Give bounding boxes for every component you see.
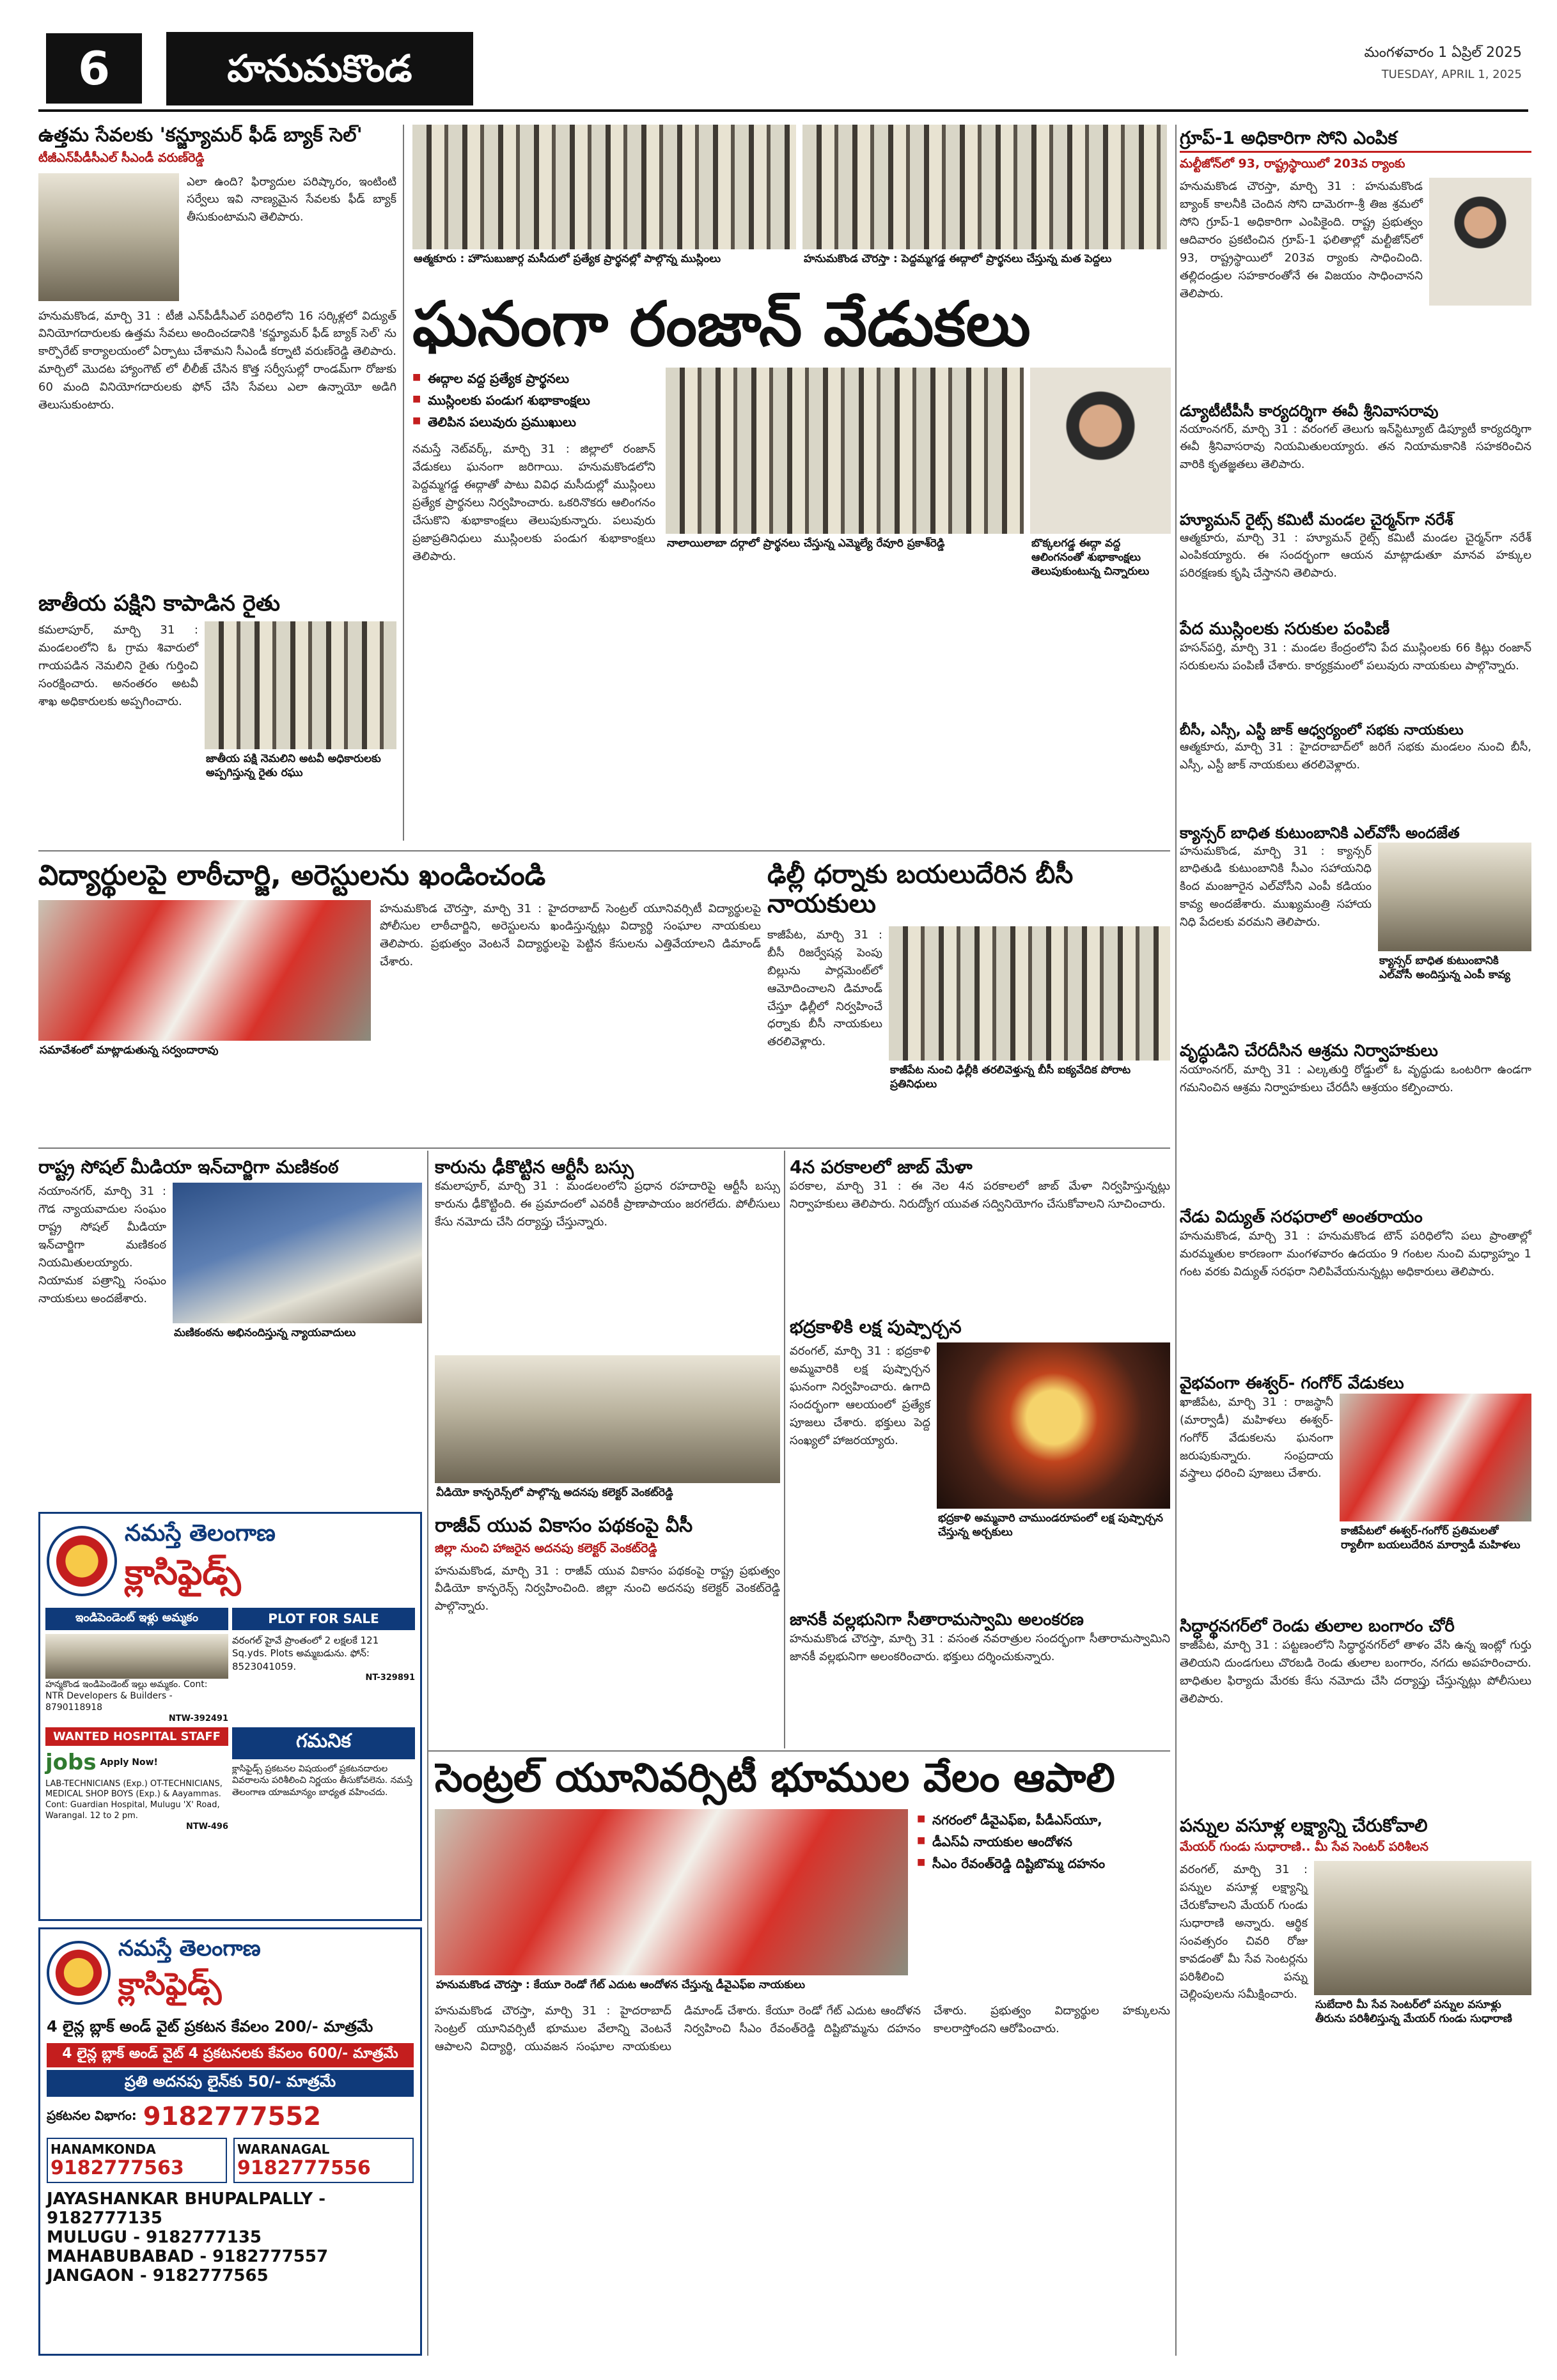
- photo-caption: మణికంఠను అభినందిస్తున్న న్యాయవాదులు: [174, 1326, 356, 1340]
- cmd-photo: [38, 173, 179, 301]
- photo-caption: జాతీయ పక్షి నెమలిని అటవీ అధికారులకు అప్పగిస్తున్న రైతు రఘు: [206, 752, 381, 780]
- highlights: [412, 368, 655, 433]
- date-telugu: మంగళవారం 1 ఏప్రిల్ 2025: [1364, 45, 1522, 61]
- body-text: హనుమకొండ, మార్చి 31 : క్యాన్సర్ బాధితుడి కుటుంబానికి సీఎం సహాయనిధి కింద మంజూరైన ఎల్‌వోసీని ఎంపీ కడియం కావ్య అందజేశారు. ముఖ్యమంత్రి సహాయ నిధి పేదలకు వరమని తెలిపారు.: [1180, 844, 1372, 929]
- headline: రాష్ట్ర సోషల్ మీడియా ఇన్‌చార్జిగా మణికంఠ: [38, 1157, 339, 1178]
- house-photo: [45, 1634, 228, 1679]
- body-text: ఆత్మకూరు, మార్చి 31 : హైదరాబాద్‌లో జరిగే సభకు మండలం నుంచి బీసీ, ఎస్సీ, ఎస్టీ జాక్ నాయకులు తరలివెళ్లారు.: [1180, 740, 1531, 772]
- peacock-photo: [205, 621, 396, 749]
- headline: గ్రూప్-1 అధికారిగా సోని ఎంపిక: [1180, 128, 1531, 153]
- goddess-photo: [937, 1342, 1170, 1509]
- subhead: జిల్లా నుంచి హాజరైన అదనపు కలెక్టర్ వెంకట్‌రెడ్డి: [435, 1541, 657, 1555]
- mayor-photo: [1314, 1861, 1531, 1995]
- story-students: [38, 860, 761, 1141]
- section-title: హనుమకొండ: [166, 32, 473, 105]
- photo-caption: సమావేశంలో మాట్లాడుతున్న సర్వందారావు: [40, 1043, 219, 1057]
- plot-sale-text: వరంగల్ హైవే ప్రాంతంలో 2 లక్షలకే 121 Sq.yds. Plots అమ్మబడును. ఫోన్: 8523041059.: [232, 1635, 379, 1672]
- office-phone[interactable]: 9182777563: [51, 2157, 184, 2179]
- gangor-photo: [1340, 1394, 1531, 1521]
- jobs-logo: jobs: [45, 1749, 97, 1775]
- column-divider: [403, 125, 404, 841]
- date-english: TUESDAY, APRIL 1, 2025: [1381, 68, 1522, 81]
- office-name: HANAMKONDA: [51, 2142, 156, 2157]
- story-cancer: [1180, 825, 1531, 1036]
- headline: 4న పరకాలలో జాబ్ మేళా: [790, 1157, 973, 1178]
- body-text: కాజీపేట, మార్చి 31 : బీసీ రిజర్వేషన్ల పెంపు బిల్లును పార్లమెంట్‌లో ఆమోదించాలని డిమాండ్ చేస్తూ ఢిల్లీలో నిర్వహించే ధర్నాకు బీసీ నాయకులు తరలివెళ్లారు.: [767, 928, 882, 1049]
- byline: టీజీఎన్‌పీడీసీఎల్ సీఎండీ వరుణ్‌రెడ్డి: [38, 150, 205, 165]
- rate-offer-3: ప్రతి అదనపు లైన్‌కు 50/- మాత్రమే: [47, 2070, 414, 2097]
- photo-vc: [435, 1355, 780, 1509]
- headline: ఘనంగా రంజాన్ వేడుకలు: [412, 288, 1031, 360]
- story-tax: [1180, 1816, 1531, 2353]
- classifieds-title: క్లాసిఫైడ్స్: [118, 1966, 222, 2002]
- body-text: హనుమకొండ, మార్చి 31 : టీజీ ఎన్‌పీడీసీఎల్ పరిధిలోని 16 సర్కిళ్లలో విద్యుత్ వినియోగదారులకు ఉత్తమ సేవలు అందించడానికి 'కన్జ్యూమర్ ఫీడ్ బ్యాక్ సెల్' ను కార్పొరేట్ కార్యాలయంలో ఏర్పాటు చేశామని సీఎండీ కర్నాటి వరుణ్‌రెడ్డి తెలిపారు. మార్చిలో మొదట హ్యాంగౌట్ లో లీలీజ్ చేసిన కొత్త సర్వీసుల్లో రాండమ్‌గా రోజుకు 60 మంది వినియోగదారులకు ఫోన్ చేసి సేవలు ఎలా ఉన్నాయో అడిగి తెలుసుకుంటారు.: [38, 309, 396, 412]
- headline: భద్రకాళికి లక్ష పుష్పార్చన: [790, 1317, 962, 1337]
- headline: జాతీయ పక్షిని కాపాడిన రైతు: [38, 591, 281, 616]
- district-contact[interactable]: MAHABUBABAD - 9182777557: [47, 2247, 329, 2266]
- body-text: ఖాజీపేట, మార్చి 31 : రాజస్థానీ (మార్వాడీ) మహిళలు ఈశ్వర్- గంగోర్ వేడుకలను ఘనంగా జరుపుకున్నారు. సంప్రదాయ వస్త్రాలు ధరించి పూజలు చేశారు.: [1180, 1395, 1333, 1481]
- headline: వైభవంగా ఈశ్వర్- గంగోర్ వేడుకలు: [1180, 1374, 1404, 1393]
- kids-photo: [1030, 368, 1171, 534]
- column-divider: [1175, 125, 1177, 2356]
- highlight: ■ సీఎం రేవంత్‌రెడ్డి దిష్టిబొమ్మ దహనం: [917, 1853, 1170, 1874]
- ad-code: NTW-392491: [168, 1713, 228, 1723]
- story-farmer: [38, 591, 396, 841]
- classified-ad-panel: [38, 1512, 422, 1921]
- subhead: మేయర్ గుండు సుధారాణి.. మీ సేవ సెంటర్ పరిశీలన: [1180, 1840, 1428, 1855]
- story-bc-jac: [1180, 722, 1531, 818]
- story-human-rights: [1180, 511, 1531, 614]
- headline: కారును ఢీకొట్టిన ఆర్టీసీ బస్సు: [435, 1157, 634, 1178]
- highlights: [917, 1809, 1170, 1995]
- body-text: కమలాపూర్, మార్చి 31 : మండలంలోని ప్రధాన రహదారిపై ఆర్టీసీ బస్సు కారును ఢీకొట్టింది. ఈ ప్రమాదంలో ఎవరికీ ప్రాణాపాయం జరగలేదు. పోలీసులు కేసు నమోదు చేసి దర్యాప్తు చేస్తున్నారు.: [435, 1179, 780, 1229]
- namaste-telangana-logo: [47, 1941, 111, 2005]
- story-consumer-feedback: [38, 125, 396, 585]
- column-divider: [427, 1151, 428, 2356]
- brand-name: నమస్తే తెలంగాణ: [118, 1936, 261, 1961]
- photo-caption: సుబేదారి మీ సేవ సెంటర్‌లో పన్నుల వసూళ్లు తీరును పరిశీలిస్తున్న మేయర్ గుండు సుధారాణి: [1315, 1998, 1512, 2026]
- headline: ఉత్తమ సేవలకు 'కన్జ్యూమర్ ఫీడ్ బ్యాక్ సెల్': [38, 125, 363, 146]
- body-text: పరకాల, మార్చి 31 : ఈ నెల 4న పరకాలలో జాబ్ మేళా నిర్వహిస్తున్నట్లు నిర్వాహకులు తెలిపారు. నిరుద్యోగ యువత సద్వినియోగం చేసుకోవాలని సూచించారు.: [790, 1179, 1170, 1211]
- body-text: హనుమకొండ, మార్చి 31 : హనుమకొండ టౌన్ పరిధిలోని పలు ప్రాంతాల్లో మరమ్మతుల కారణంగా మంగళవారం ఉదయం 9 గంటల నుంచి మధ్యాహ్నం 1 గంట వరకు విద్యుత్ సరఫరా నిలిపివేయనున్నట్లు అధికారులు తెలిపారు.: [1180, 1229, 1531, 1279]
- body-text: నమస్తే నెట్‌వర్క్, మార్చి 31 : జిల్లాలో రంజాన్ వేడుకలు ఘనంగా జరిగాయి. హనుమకొండలోని పెద్దమ్మగడ్డ ఈద్గాతో పాటు వివిధ మసీదుల్లో ముస్లింలు ప్రత్యేక ప్రార్థనలు నిర్వహించారు. ఒకరినొకరు ఆలింగనం చేసుకొని శుభాకాంక్షలు తెలుపుకున్నారు. పలువురు ప్రజాప్రతినిధులు ముస్లింలకు పండుగ శుభాకాంక్షలు తెలిపారు.: [412, 442, 655, 563]
- story-ramzan: [412, 288, 1173, 837]
- masthead: [38, 26, 1528, 112]
- story-bhadrakali: [790, 1317, 1170, 1605]
- prayer-photo: [802, 125, 1167, 249]
- notice-text: క్లాసిఫైడ్స్ ప్రకటనల విషయంలో ప్రకటనదారుల వివరాలను పరిశీలించి నిర్ణయం తీసుకోవలెను. నమస్తే తెలంగాణ యాజమాన్యం బాధ్యత వహించదు.: [232, 1763, 413, 1798]
- highlight: ■ ఈద్గాల వద్ద ప్రత్యేక ప్రార్థనలు: [412, 368, 655, 389]
- lead-text: ఎలా ఉంది? ఫిర్యాదుల పరిష్కారం, ఇంటింటి సర్వేలు ఇవి నాణ్యమైన సేవలకు ఫీడ్ బ్యాక్ తీసుకుంటామని తెలిపారు.: [187, 175, 396, 224]
- headline: విద్యార్థులపై లాఠీచార్జి, అరెస్టులను ఖండించండి: [38, 860, 546, 892]
- story-rtc: [435, 1157, 780, 1349]
- story-gifts: [1180, 620, 1531, 716]
- wanted-head: WANTED HOSPITAL STAFF: [45, 1727, 228, 1746]
- dargah-photo: [666, 368, 1024, 534]
- body-text: వరంగల్, మార్చి 31 : భద్రకాళి అమ్మవారికి లక్ష పుష్పార్చన ఘనంగా నిర్వహించారు. ఉగాది సందర్భంగా ఆలయంలో ప్రత్యేక పూజలు చేశారు. భక్తులు పెద్ద సంఖ్యలో హాజరయ్యారు.: [790, 1344, 930, 1447]
- office-phone[interactable]: 9182777556: [237, 2157, 371, 2179]
- body-text: వరంగల్, మార్చి 31 : పన్నుల వసూళ్ల లక్ష్యాన్ని చేరుకోవాలని మేయర్ గుండు సుధారాణి అన్నారు. ఆర్థిక సంవత్సరం చివరి రోజు కావడంతో మీ సేవ సెంటర్లను పరిశీలించి పన్ను చెల్లింపులను సమీక్షించారు.: [1180, 1863, 1308, 2002]
- headline: ఢిల్లీ ధర్నాకు బయలుదేరిన బీసీ నాయకులు: [767, 860, 1074, 919]
- story-job-mela: [790, 1157, 1170, 1311]
- body-text: హనుమకొండ చౌరస్తా, మార్చి 31 : హైదరాబాద్ సెంట్రల్ యూనివర్సిటీ భూముల వేలాన్ని వెంటనే ఆపాలని విద్యార్థి, యువజన సంఘాల నాయకులు డిమాండ్ చేశారు. కేయూ రెండో గేట్ ఎదుట ఆందోళన నిర్వహించి సీఎం రేవంత్‌రెడ్డి దిష్టిబొమ్మను దహనం చేశారు. ప్రభుత్వం విద్యార్థుల హక్కులను కాలరాస్తోందని ఆరోపించారు.: [435, 2004, 1170, 2054]
- body-text: ఆత్మకూరు, మార్చి 31 : హ్యూమన్ రైట్స్ కమిటీ మండల చైర్మన్‌గా నరేశ్ ఎంపికయ్యారు. ఈ సందర్భంగా ఆయన మాట్లాడుతూ మానవ హక్కుల పరిరక్షణకు కృషి చేస్తానని తెలిపారు.: [1180, 531, 1531, 580]
- students-photo: [38, 900, 371, 1041]
- photo-caption: భద్రకాళి అమ్మవారి చాముండరూపంలో లక్ష పుష్పార్చన చేస్తున్న అర్చకులు: [938, 1512, 1163, 1539]
- photo-caption: కాజీపేటలో ఈశ్వర్-గంగోర్ ప్రతిమలతో ర్యాలీగా బయలుదేరిన మార్వాడీ మహిళలు: [1341, 1524, 1521, 1552]
- kids-caption: బొక్కలగడ్డ ఈద్గా వద్ద ఆలింగనంతో శుభాకాంక్షలు తెలుపుకుంటున్న చిన్నారులు: [1031, 537, 1150, 579]
- headline: క్యాన్సర్ బాధిత కుటుంబానికి ఎల్‌వోసీ అందజేత: [1180, 825, 1460, 842]
- office-card: [47, 2138, 227, 2183]
- body-text: నయాంనగర్, మార్చి 31 : వరంగల్ తెలుగు ఇన్‌స్టిట్యూట్ డిప్యూటీ కార్యదర్శిగా ఈవీ శ్రీనివాసరావు నియమితులయ్యారు. తన నియామకానికి సహకరించిన వారికి కృతజ్ఞతలు తెలిపారు.: [1180, 422, 1531, 472]
- story-eshwar: [1180, 1374, 1531, 1611]
- story-group1: [1180, 128, 1531, 396]
- protest-photo: [435, 1809, 908, 1975]
- story-sitarama: [790, 1611, 1170, 1745]
- story-delhi: [767, 860, 1170, 1141]
- body-text: నయాంనగర్, మార్చి 31 : గౌడ న్యాయవాదుల సంఘం రాష్ట్ర సోషల్ మీడియా ఇన్‌చార్జిగా మణికంఠ నియమితులయ్యారు. నియామక పత్రాన్ని సంఘం నాయకులు అందజేశారు.: [38, 1185, 166, 1305]
- house-sale-text: హన్మకొండ ఇండిపెండెంట్ ఇల్లు అమ్మకం. Cont: NTR Developers & Builders - 8790118918: [45, 1679, 208, 1713]
- headline: హ్యూమన్ రైట్స్ కమిటీ మండల చైర్మన్‌గా నరేశ్: [1180, 511, 1453, 529]
- office-name: WARANAGAL: [237, 2142, 330, 2157]
- headline: బీసీ, ఎస్సీ, ఎస్టీ జాక్ ఆధ్వర్యంలో సభకు నాయకులు: [1180, 722, 1464, 738]
- classifieds-title: క్లాసిఫైడ్స్: [125, 1552, 241, 1592]
- headline: వృద్ధుడిని చేరదీసిన ఆశ్రమ నిర్వాహకులు: [1180, 1042, 1438, 1061]
- rate-offer-2: 4 లైన్ల బ్లాక్ అండ్ వైట్ 4 ప్రకటనలకు కేవలం 600/- మాత్రమే: [47, 2043, 414, 2067]
- rate-offer-1: 4 లైన్ల బ్లాక్ అండ్ వైట్ ప్రకటన కేవలం 200/- మాత్రమే: [47, 2018, 373, 2035]
- classified-rates-panel: [38, 1927, 422, 2356]
- dargah-caption: నాలాయిలాబా దర్గాలో ప్రార్థనలు చేస్తున్న ఎమ్మెల్యే రేవూరి ప్రకాశ్‌రెడ్డి: [667, 537, 945, 550]
- lawyers-photo: [173, 1183, 422, 1323]
- column-divider: [784, 1151, 785, 1748]
- photo-caption: హనుమకొండ చౌరస్తా : పెద్దమ్మగడ్డ ఈద్గాలో ప్రార్థనలు చేస్తున్న మత పెద్దలు: [804, 253, 1112, 265]
- jobs-tagline: Apply Now!: [100, 1757, 158, 1768]
- headline: రాజీవ్ యువ వికాసం పథకంపై వీసీ: [435, 1515, 693, 1537]
- plot-sale-head: PLOT FOR SALE: [232, 1608, 415, 1630]
- delhi-photo: [889, 926, 1170, 1061]
- subhead: మల్టీజోన్‌లో 93, రాష్ట్రస్థాయిలో 203వ ర్యాంకు: [1180, 157, 1405, 171]
- photo-atmakur: [412, 125, 796, 281]
- district-contact[interactable]: JANGAON - 9182777565: [47, 2266, 269, 2285]
- namaste-telangana-logo: [47, 1526, 117, 1596]
- headline: జానకీ వల్లభునిగా సీతారామస్వామి అలంకరణ: [790, 1611, 1084, 1629]
- story-gold-theft: [1180, 1617, 1531, 1809]
- district-contact[interactable]: MULUGU - 9182777135: [47, 2228, 262, 2247]
- section-divider: [38, 850, 1170, 852]
- headline: డ్యూటీటీపీసీ కార్యదర్శిగా ఈవీ శ్రీనివాసరావు: [1180, 403, 1439, 420]
- headline: నేడు విద్యుత్ సరఫరాలో అంతరాయం: [1180, 1208, 1423, 1227]
- story-power-cut: [1180, 1208, 1531, 1368]
- body-text: హనుమకొండ, మార్చి 31 : రాజీవ్ యువ వికాసం పథకంపై రాష్ట్ర ప్రభుత్వం వీడియో కాన్ఫరెన్స్ నిర్వహించింది. జిల్లా నుంచి అదనపు కలెక్టర్ వెంకట్‌రెడ్డి పాల్గొన్నారు.: [435, 1564, 780, 1614]
- story-rajiv: [435, 1515, 780, 1745]
- headline: పేద ముస్లింలకు సరుకుల పంపిణీ: [1180, 620, 1390, 639]
- ad-code: NTW-496: [185, 1822, 228, 1832]
- story-social-media: [38, 1157, 422, 1502]
- headline: పన్నుల వసూళ్ల లక్ష్యాన్ని చేరుకోవాలి: [1180, 1816, 1428, 1836]
- highlight: ■ డీఎస్‌ఏ నాయకుల ఆందోళన: [917, 1831, 1170, 1853]
- contact-phone[interactable]: 9182777552: [143, 2102, 322, 2131]
- section-divider: [38, 1147, 1170, 1149]
- story-old-age: [1180, 1042, 1531, 1202]
- headline: సిద్ధార్థనగర్‌లో రెండు తులాల బంగారం చోరీ: [1180, 1617, 1455, 1636]
- section-divider: [428, 1750, 1170, 1752]
- highlight: ■ తెలిపిన పలువురు ప్రముఖులు: [412, 411, 655, 433]
- office-card: [233, 2138, 414, 2183]
- story-deputy: [1180, 403, 1531, 505]
- body-text: హనుమకొండ చౌరస్తా, మార్చి 31 : వసంత నవరాత్రుల సందర్భంగా సీతారామస్వామిని జానకీ వల్లభునిగా అలంకరించారు. భక్తులు దర్శించుకున్నారు.: [790, 1631, 1170, 1663]
- highlight: ■ ముస్లింలకు పండుగ శుభాకాంక్షలు: [412, 389, 655, 411]
- district-contact[interactable]: JAYASHANKAR BHUPALPALLY - 9182777135: [47, 2189, 326, 2228]
- body-text: కమలాపూర్, మార్చి 31 : మండలంలోని ఓ గ్రామ శివారులో గాయపడిన నెమలిని రైతు గుర్తించి సంరక్షించారు. అనంతరం అటవీ శాఖ అధికారులకు అప్పగించారు.: [38, 623, 198, 708]
- cancer-photo: [1378, 843, 1531, 951]
- photo-idgah: [802, 125, 1167, 281]
- date-block: [1364, 45, 1522, 81]
- prayer-photo: [412, 125, 796, 249]
- photo-caption: హనుమకొండ చౌరస్తా : కేయూ రెండో గేట్ ఎదుట ఆందోళన చేస్తున్న డీవైఎఫ్ఐ నాయకులు: [436, 1979, 806, 1992]
- body-text: హనుమకొండ చౌరస్తా, మార్చి 31 : హనుమకొండ బ్యాంక్ కాలనీకి చెందిన సోని దామెరగా-శ్రీ తిజ శ్రమలో సోని గ్రూప్-1 అధికారిగా ఎంపికైంది. రాష్ట్ర ప్రభుత్వం ఆదివారం ప్రకటించిన గ్రూప్-1 ఫలితాల్లో మల్టీజోన్‌లో 93, రాష్ట్రస్థాయిలో 203వ ర్యాంకు సాధించింది. తల్లిదండ్రుల సహకారంతోనే ఈ విజయం సాధించానని తెలిపారు.: [1180, 180, 1423, 300]
- photo-caption: క్యాన్సర్ బాధిత కుటుంబానికి ఎల్‌వోసీ అందిస్తున్న ఎంపీ కావ్య: [1379, 954, 1510, 981]
- vc-photo: [435, 1355, 780, 1483]
- page-number: 6: [46, 33, 142, 104]
- photo-caption: కాజీపేట నుంచి ఢిల్లీకి తరలివెళ్తున్న బీసీ ఐక్యవేదిక పోరాట ప్రతినిధులు: [890, 1064, 1131, 1091]
- ad-code: NT-329891: [365, 1672, 415, 1683]
- body-text: కాజీపేట, మార్చి 31 : పట్టణంలోని సిద్ధార్థనగర్‌లో తాళం వేసి ఉన్న ఇంట్లో గుర్తు తెలియని దుండగులు చొరబడి రెండు తులాల బంగారం, నగదు అపహరించారు. బాధితుల ఫిర్యాదు మేరకు కేసు నమోదు చేసి దర్యాప్తు చేస్తున్నట్లు పోలీసులు తెలిపారు.: [1180, 1638, 1531, 1706]
- soni-portrait: [1429, 178, 1531, 306]
- photo-caption: ఆత్మకూరు : హౌసుబుజార్గ మసీదులో ప్రత్యేక ప్రార్థనల్లో పాల్గొన్న ముస్లింలు: [414, 253, 721, 265]
- brand-name: నమస్తే తెలంగాణ: [125, 1520, 276, 1546]
- headline: సెంట్రల్ యూనివర్సిటీ భూముల వేలం ఆపాలి: [435, 1755, 1115, 1801]
- house-sale-head: ఇండిపెండెంట్ ఇళ్లు అమ్మకం: [45, 1608, 228, 1630]
- body-text: నయాంనగర్, మార్చి 31 : ఎల్కతుర్తి రోడ్డులో ఓ వృద్ధుడు ఒంటరిగా ఉండగా గమనించిన ఆశ్రమ నిర్వాహకులు చేరదీసి ఆశ్రయం కల్పించారు.: [1180, 1062, 1531, 1094]
- wanted-text: LAB-TECHNICIANS (Exp.) OT-TECHNICIANS, MEDICAL SHOP BOYS (Exp.) & Aayammas. Cont: Guardian Hospital, Mulugu 'X' Road, Warangal. 12 to 2 pm.: [45, 1778, 223, 1821]
- notice-head: గమనిక: [232, 1727, 415, 1759]
- highlight: ■ నగరంలో డీవైఎఫ్ఐ, పీడీఎస్‌యూ,: [917, 1809, 1170, 1831]
- body-text: హనుమకొండ చౌరస్తా, మార్చి 31 : హైదరాబాద్ సెంట్రల్ యూనివర్సిటీ విద్యార్థులపై పోలీసుల లాఠీచార్జిని, అరెస్టులను ఖండిస్తున్నట్లు విద్యార్థి సంఘాల నాయకులు తెలిపారు. ప్రభుత్వం వెంటనే విద్యార్థులపై పెట్టిన కేసులను ఎత్తివేయాలని డిమాండ్ చేశారు.: [380, 901, 761, 969]
- contact-label: ప్రకటనల విభాగం:: [47, 2107, 137, 2123]
- story-central-university: [435, 1755, 1170, 2356]
- photo-caption: వీడియో కాన్ఫరెన్స్‌లో పాల్గొన్న అదనపు కలెక్టర్ వెంకట్‌రెడ్డి: [436, 1486, 673, 1499]
- body-text: హసన్‌పర్తి, మార్చి 31 : మండల కేంద్రంలోని పేద ముస్లింలకు 66 కిట్లు రంజాన్ సరుకులను పంపిణీ చేశారు. కార్యక్రమంలో పలువురు నాయకులు పాల్గొన్నారు.: [1180, 641, 1531, 673]
